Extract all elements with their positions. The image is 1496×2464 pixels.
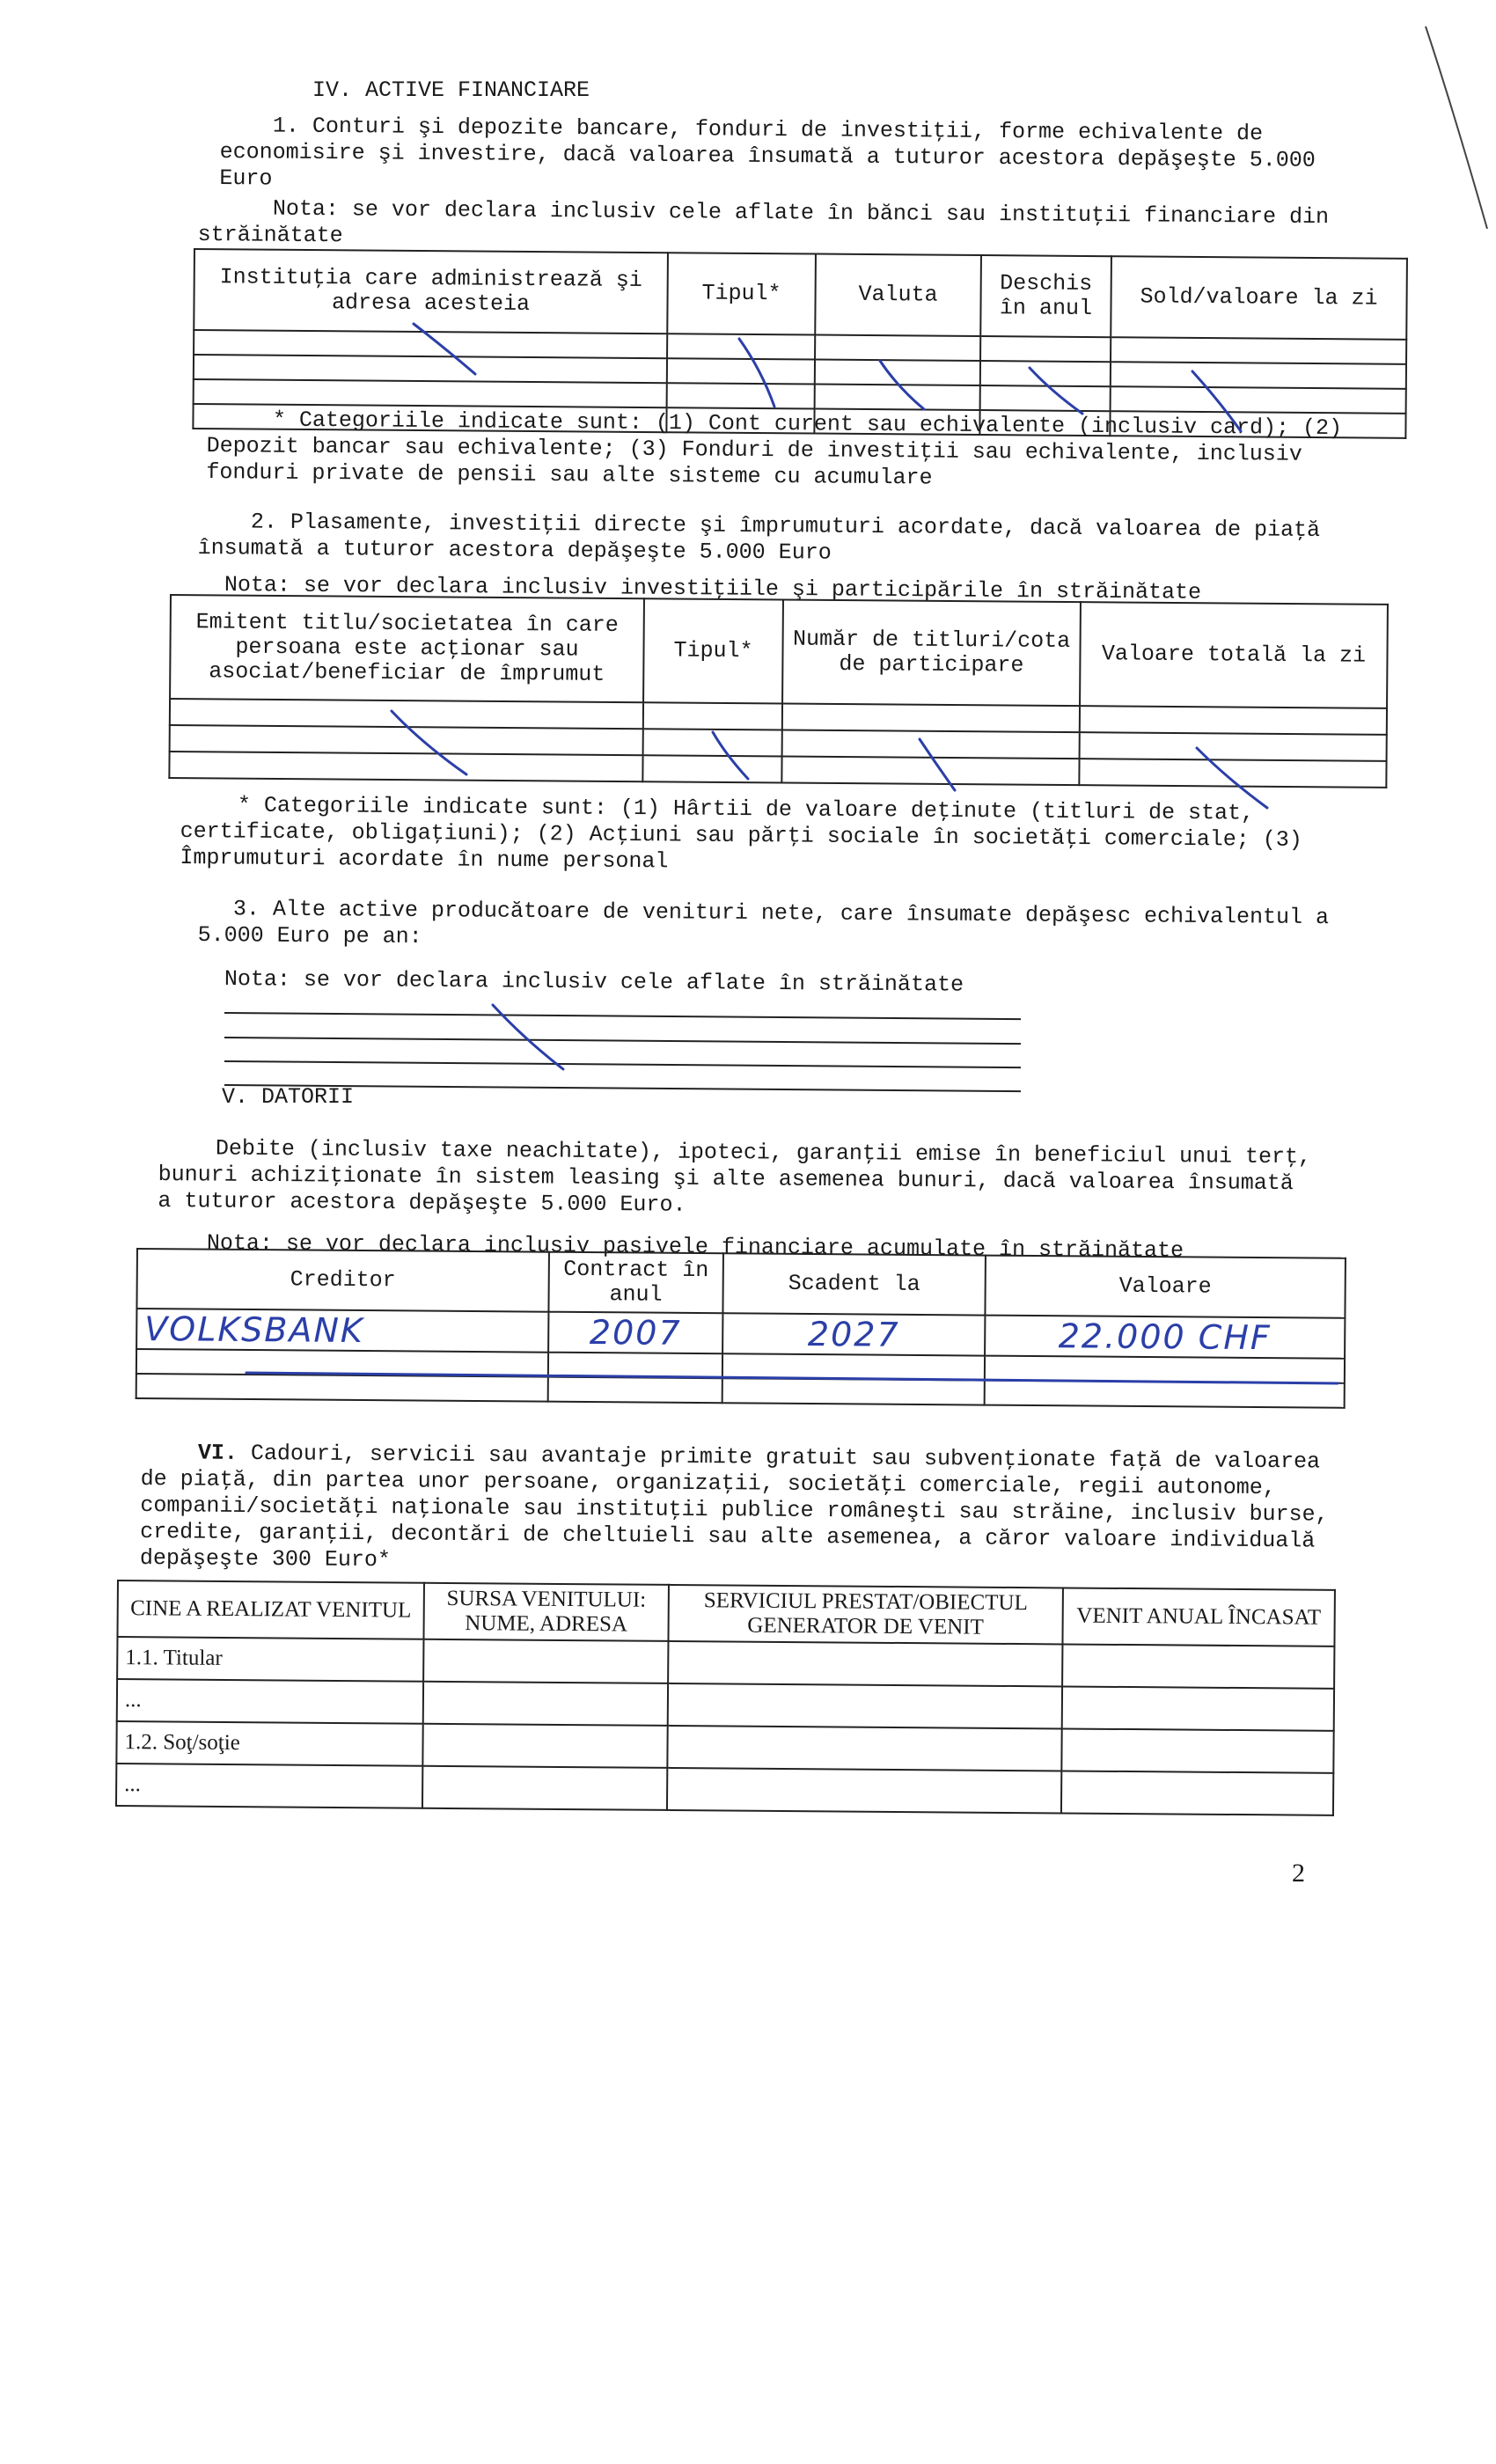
table1-footnote: * Categoriile indicate sunt: (1) Cont curent sau echivalente (inclusiv card); (2) Depozit bancar sau echivalente; (3) Fonduri de investiţii sau echivalente, inclusiv fonduri private de pensii sau alte sisteme cu acumulare [206,407,1343,491]
table4-header-source: SURSA VENITULUI: NUME, ADRESA [423,1583,668,1641]
table2-header-number: Număr de titluri/cota de participare [782,599,1081,706]
table1-header-institution: Instituţia care administrează şi adresa acesteia [194,249,668,334]
section-vi-text: Cadouri, servicii sau avantaje primite gratuit sau subvenţionate faţă de valoarea de piaţă, din partea unor persoane, organizaţii, societăţi comerciale, regii autonome, companii/societăţi naţionale sau instituţii publice româneşti sau străine, inclusiv burse, credite, garanţii, decontări de cheltuieli sau alte asemenea, a căror valoare individuală depăşeşte 300 Euro* [139,1440,1329,1573]
section-iv-paragraph-3: 3. Alte active producătoare de venituri nete, care însumate depăşesc echivalentul a 5.000 Euro pe an: [197,896,1330,950]
blank-line [224,1060,1021,1068]
table3-header-creditor: Creditor [136,1249,549,1312]
table3-header-contract: Contract în anul [548,1252,723,1314]
table-row [116,1764,1333,1815]
table1-header-balance: Sold/valoare la zi [1111,256,1407,340]
row-label: ... [116,1764,422,1808]
table2-header-type: Tipul* [643,598,783,703]
table4-header-service: SERVICIUL PRESTAT/OBIECTUL GENERATOR DE VENIT [668,1585,1062,1645]
table2-header-value: Valoare totală la zi [1080,602,1388,708]
section-iv-paragraph-1: 1. Conturi şi depozite bancare, fonduri de investiţii, forme echivalente de economisire şi investire, dacă valoarea însumată a tuturor acestora depăşeşte 5.000 Euro [219,113,1316,192]
table2-header-issuer: Emitent titlu/societatea în care persoana este acţionar sau asociat/beneficiar de împrumut [170,595,644,702]
table4-header-income: VENIT ANUAL ÎNCASAT [1062,1588,1334,1646]
table4-header-who: CINE A REALIZAT VENITUL [117,1580,423,1639]
creditor-value: VOLKSBANK [136,1309,548,1353]
debt-amount-value: 22.000 CHF [985,1316,1345,1359]
section-v-paragraph: Debite (inclusiv taxe neachitate), ipoteci, garanţii emise în beneficiul unui terţ, bunuri achiziţionate în sistem leasing şi alte asemenea bunuri, dacă valoarea însumată a tuturor acestora depăşeşte 5.000 Euro. [158,1135,1312,1218]
section-iv-note-2: Nota: se vor declara inclusiv investiţiile şi participările în străinătate [224,572,1202,605]
contract-year-value: 2007 [548,1312,722,1354]
table1-header-year: Deschis în anul [980,255,1111,337]
section-iv-note-3: Nota: se vor declara inclusiv cele aflate în străinătate [224,966,964,998]
section-iv-note-1: Nota: se vor declara inclusiv cele aflate în bănci sau instituţii financiare din străinătate [197,195,1330,249]
investments-table [168,594,1389,788]
page-number: 2 [1292,1859,1305,1888]
row-label: ... [117,1679,423,1724]
table3-header-due: Scadent la [722,1253,986,1315]
section-iv-paragraph-2: 2. Plasamente, investiţii directe şi împrumuturi acordate, dacă valoarea de piaţă însumată a tuturor acestora depăşeşte 5.000 Euro [197,509,1321,566]
paper-edge-line [1426,26,1487,229]
table1-header-type: Tipul* [667,253,816,334]
section-v-note: Nota: se vor declara inclusiv pasivele financiare acumulate în străinătate [206,1230,1184,1264]
section-v-title: V. DATORII [222,1084,355,1110]
row-label: 1.1. Titular [117,1637,423,1682]
section-vi-paragraph [140,1440,1338,1581]
debts-table [136,1248,1346,1409]
table1-header-currency: Valuta [815,254,981,336]
row-label: 1.2. Soţ/soţie [116,1721,422,1766]
due-year-value: 2027 [722,1313,985,1355]
table3-header-value: Valoare [985,1256,1346,1318]
section-iv-title: IV. ACTIVE FINANCIARE [312,77,590,103]
blank-line [224,1012,1021,1020]
blank-line [224,1037,1021,1045]
table2-footnote: * Categoriile indicate sunt: (1) Hârtii de valoare deţinute (titluri de stat, certificate, obligaţiuni); (2) Acţiuni sau părţi sociale în societăţi comerciale; (3) Împrumuturi acordate în nume personal [180,792,1302,875]
gifts-table [115,1580,1336,1816]
section-vi-label: VI. [197,1440,238,1466]
